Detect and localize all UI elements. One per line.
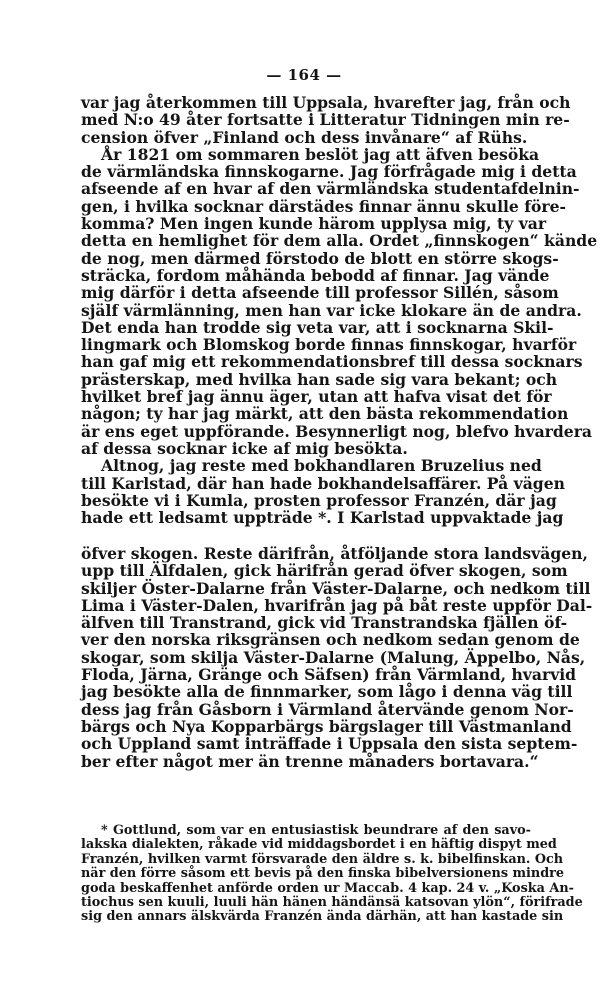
main-text-block [81,93,598,528]
text-line: han gaf mig ett rekommendationsbref till dessa socknars [81,352,583,372]
text-line: skiljer Öster-Dalarne från Väster-Dalarne, och nedkom till [81,578,591,598]
continued-text-block [81,544,593,771]
text-line: gen, i hvilka socknar därstädes finnar ännu skulle före- [81,196,567,216]
text-line: sträcka, fordom måhända bebodd af finnar. Jag vände [81,265,550,285]
text-line: upp till Älfdalen, gick härifrån gerad öfver skogen, som [81,561,568,581]
text-line: jag besökte alla de finnmarker, som lågo i denna väg till [81,682,573,702]
footnote-line: när den förre såsom ett bevis på den finska bibelversionens mindre [81,866,565,882]
text-line: bärgs och Nya Kopparbärgs bärgslager till Västmanland [81,716,572,736]
text-line: med N:o 49 åter fortsatte i Litteratur Tidningen min re- [81,110,570,130]
footnote-line: lakska dialekten, råkade vid middagsbordet i en häftig dispyt med [81,837,557,853]
text-line: cension öfver „Finland och dess invånare“ af Rühs. [81,127,528,147]
text-line: mig därför i detta afseende till professor Sillén, såsom [81,283,559,303]
page-number: — 164 — [266,66,342,84]
text-line: själf värmlänning, men han var icke klokare än de andra. [81,300,582,320]
text-line: och Uppland samt inträffade i Uppsala den sista septem- [81,734,578,754]
text-line: afseende af en hvar af den värmländska studentafdelnin- [81,179,580,199]
text-line: besökte vi i Kumla, prosten professor Franzén, där jag [81,490,557,510]
footnote-line: sig den annars älskvärda Franzén ända därhän, att han kastade sin [81,909,564,925]
text-line: komma? Men ingen kunde härom upplysa mig, ty var [81,214,547,234]
text-line: de värmländska finnskogarne. Jag förfrågade mig i detta [81,162,577,182]
text-line: dess jag från Gåsborn i Värmland återvände genom Nor- [81,699,574,719]
text-line: Altnog, jag reste med bokhandlaren Bruzelius ned [101,456,542,476]
text-line: hade ett ledsamt uppträde *. I Karlstad uppvaktade jag [81,508,564,528]
text-line: År 1821 om sommaren beslöt jag att äfven besöka [101,144,540,164]
footnote-block [81,823,583,925]
text-line: är ens eget uppförande. Besynnerligt nog, blefvo hvardera [81,421,593,441]
footnote-line: goda beskaffenhet anförde orden ur Maccab. 4 kap. 24 v. „Koska An- [81,880,574,896]
text-line: af dessa socknar icke af mig besökta. [81,438,408,458]
text-line: hvilket bref jag ännu äger, utan att hafva visat det för [81,387,552,407]
text-line: prästerskap, med hvilka han sade sig vara bekant; och [81,369,558,389]
text-line: detta en hemlighet för dem alla. Ordet „finnskogen“ kände [81,231,598,251]
footnote-line: * Gottlund, som var en entusiastisk beundrare af den savo- [101,823,531,838]
text-line: ver den norska riksgränsen och nedkom sedan genom de [81,630,580,650]
text-line: var jag återkommen till Uppsala, hvarefter jag, från och [81,93,571,112]
footnote-line: tiochus sen kuuli, luuli hän hänen händänsä katsovan ylön“, förifrade [81,894,583,910]
text-line: öfver skogen. Reste därifrån, åtföljande stora landsvägen, [81,544,588,563]
text-line: någon; ty har jag märkt, att den bästa rekommendation [81,404,569,424]
text-line: ber efter något mer än trenne månaders bortavara.“ [81,751,539,771]
text-line: älfven till Transtrand, gick vid Transtrandska fjällen öf- [81,613,568,633]
text-line: skogar, som skilja Väster-Dalarne (Malung, Äppelbo, Nås, [81,647,586,667]
footnote-line: Franzén, hvilken varmt försvarade den äldre s. k. bibelfinskan. Och [81,851,564,867]
text-line: Lima i Väster-Dalen, hvarifrån jag på båt reste uppför Dal- [81,595,593,615]
text-line: de nog, men därmed förstodo de blott en större skogs- [81,248,559,268]
text-line: lingmark och Blomskog borde finnas finnskogar, hvarför [81,335,577,355]
text-line: Floda, Järna, Gränge och Säfsen) från Värmland, hvarvid [81,665,577,685]
text-line: till Karlstad, där han hade bokhandelsaffärer. På vägen [81,473,565,493]
text-line: Det enda han trodde sig veta var, att i socknarna Skil- [81,317,554,337]
